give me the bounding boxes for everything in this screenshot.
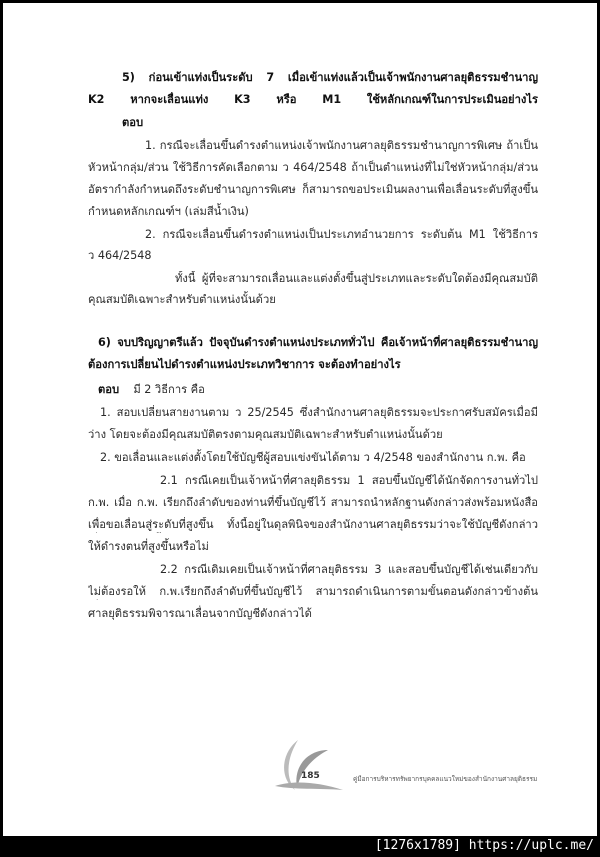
q5-line: 2. กรณีจะเลื่อนขึ้นดำรงตำแหน่งเป็นประเภทอำนวยการ ระดับต้น M1 ใช้วิธีการ: [145, 228, 538, 241]
q6-title-line2: ต้องการเปลี่ยนไปดำรงตำแหน่งประเภทวิชาการ จะต้องทำอย่างไร: [88, 358, 401, 371]
q6-line: ให้ดำรงตนที่สูงขึ้นหรือไม่: [88, 540, 209, 553]
q5-line: ว 464/2548: [88, 249, 152, 262]
q5-title-line2: K2 หากจะเลื่อนแท่ง K3 หรือ M1 ใช้หลักเกณฑ์ในการประเมินอย่างไร: [88, 93, 538, 106]
q6-line: 2.2 กรณีเดิมเคยเป็นเจ้าหน้าที่ศาลยุติธรรม 3 และสอบขึ้นบัญชีได้เช่นเดียวกับ: [160, 563, 538, 576]
q6-answer: [98, 382, 205, 398]
q5-line: ทั้งนี้ ผู้ที่จะสามารถเลื่อนและแต่งตั้งขึ้นสู่ประเภทและระดับใดต้องมีคุณสมบัติ: [175, 272, 538, 285]
q6-line: ไม่ต้องรอให้ ก.พ.เรียกถึงลำดับที่ขึ้นบัญชีไว้ สามารถดำเนินการตามขั้นตอนดังกล่าวข้างต้น: [88, 585, 538, 598]
footer-book-title: คู่มือการบริหารทรัพยากรบุคคลแนวใหม่ของสำนักงานศาลยุติธรรม: [353, 775, 538, 783]
q6-answer-label: ตอบ: [98, 383, 120, 396]
q5-line: กำหนดหลักเกณฑ์ฯ (เล่มสีน้ำเงิน): [88, 205, 249, 218]
q6-line: ก.พ. เมื่อ ก.พ. เรียกถึงลำดับของท่านที่ขึ้นบัญชีไว้ สามารถนำหลักฐานดังกล่าวส่งพร้อมหนังสือ: [88, 496, 538, 509]
q6-line: 2. ขอเลื่อนและแต่งตั้งโดยใช้บัญชีผู้สอบแข่งขันได้ตาม ว 4/2548 ของสำนักงาน ก.พ. คือ: [100, 451, 526, 464]
q6-line: 1. สอบเปลี่ยนสายงานตาม ว 25/2545 ซึ่งสำนักงานศาลยุติธรรมจะประกาศรับสมัครเมื่อมี: [100, 406, 538, 419]
q6-line: 2.1 กรณีเคยเป็นเจ้าหน้าที่ศาลยุติธรรม 1 สอบขึ้นบัญชีได้นักจัดการงานทั่วไป: [160, 474, 538, 487]
q5-title-line1: 5) ก่อนเข้าแท่งเป็นระดับ 7 เมื่อเข้าแท่งแล้วเป็นเจ้าพนักงานศาลยุติธรรมชำนาญ: [122, 71, 538, 84]
q6-line: เพื่อขอเลื่อนสู่ระดับที่สูงขึ้น ทั้งนี้อยู่ในดุลพินิจของสำนักงานศาลยุติธรรมว่าจะใช้บัญชีดังกล่าว: [88, 518, 538, 531]
q6-line: ศาลยุติธรรมพิจารณาเลื่อนจากบัญชีดังกล่าวได้: [88, 607, 312, 620]
watermark-text: [1276x1789] https://uplc.me/: [374, 838, 594, 853]
q5-line: คุณสมบัติเฉพาะสำหรับตำแหน่งนั้นด้วย: [88, 293, 276, 306]
q5-line: หัวหน้ากลุ่ม/ส่วน ใช้วิธีการคัดเลือกตาม ว 464/2548 ถ้าเป็นตำแหน่งที่ไม่ใช่หัวหน้ากลุ่ม/ส่วน: [88, 161, 538, 174]
q5-line: อัตรากำลังกำหนดถึงระดับชำนาญการพิเศษ ก็สามารถขอประเมินผลงานเพื่อเลื่อนระดับที่สูงขึ้น: [88, 183, 538, 196]
q5-line: 1. กรณีจะเลื่อนขึ้นดำรงตำแหน่งเจ้าพนักงานศาลยุติธรรมชำนาญการพิเศษ ถ้าเป็น: [145, 139, 538, 152]
document-page: [3, 3, 597, 836]
q6-title-line1: 6) จบปริญญาตรีแล้ว ปัจจุบันดำรงตำแหน่งประเภททั่วไป คือเจ้าหน้าที่ศาลยุติธรรมชำนาญ: [98, 336, 538, 349]
q6-answer-intro: มี 2 วิธีการ คือ: [133, 383, 205, 396]
page-number: 185: [301, 771, 320, 781]
q6-line: ว่าง โดยจะต้องมีคุณสมบัติตรงตามคุณสมบัติเฉพาะสำหรับตำแหน่งนั้นด้วย: [88, 428, 443, 441]
q5-answer-label: ตอบ: [122, 116, 144, 129]
swirl-logo-icon: [273, 738, 348, 798]
